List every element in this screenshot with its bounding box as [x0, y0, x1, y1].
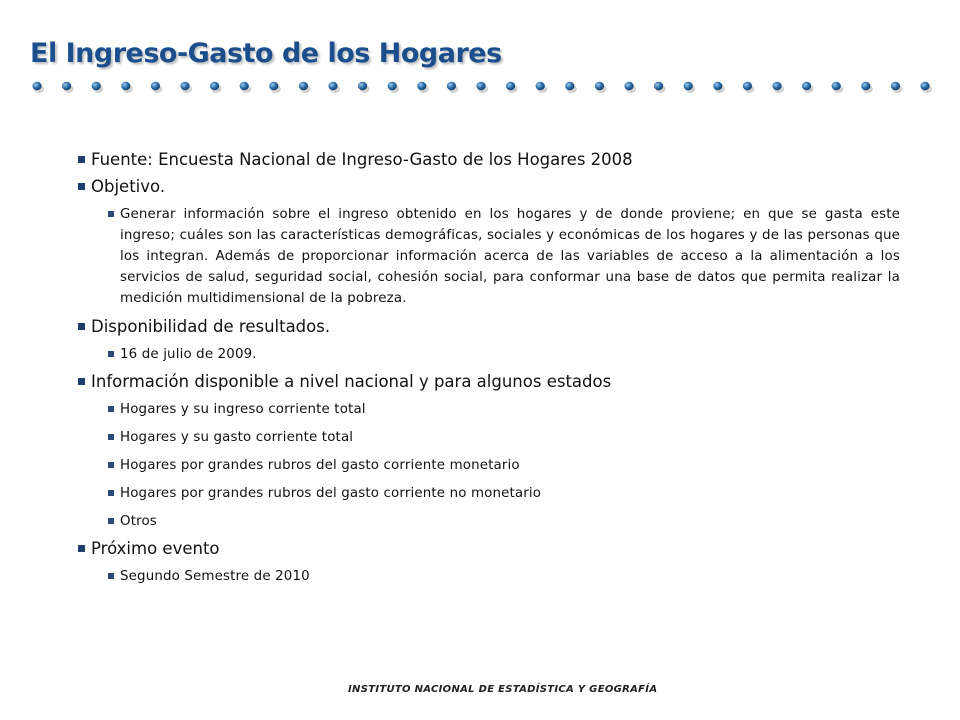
divider-dot: [506, 82, 515, 90]
divider-dot: [536, 82, 545, 90]
divider-dot: [861, 82, 870, 90]
bullet-results-availability: Disponibilidad de resultados.: [78, 317, 900, 337]
divider-dot: [684, 82, 693, 90]
info-item-non-monetary-expense: Hogares por grandes rubros del gasto corriente no monetario: [78, 483, 900, 504]
info-item-others: Otros: [78, 511, 900, 532]
next-event-date: Segundo Semestre de 2010: [78, 566, 900, 587]
divider-dot: [772, 82, 781, 90]
divider-dot: [62, 82, 71, 90]
divider-dot: [624, 82, 633, 90]
objective-description: Generar información sobre el ingreso obtenido en los hogares y de donde proviene; en que se gasta este ingreso; cuáles son las características demográficas, sociales y económicas de los hogares y de las personas que los integran. Además de proporcionar información acerca de las variables de acceso a la alimentación a los servicios de salud, seguridad social, cohesión social, para conformar una base de datos que permita realizar la medición multidimensional de la pobreza.: [78, 204, 900, 309]
bullet-objective: Objetivo.: [78, 177, 900, 197]
divider-dot: [417, 82, 426, 90]
bullet-source: Fuente: Encuesta Nacional de Ingreso-Gasto de los Hogares 2008: [78, 150, 900, 170]
divider-dot: [920, 82, 929, 90]
divider-dot: [121, 82, 130, 90]
divider-dot: [595, 82, 604, 90]
divider-dot: [891, 82, 900, 90]
divider-dot: [802, 82, 811, 90]
info-item-expense: Hogares y su gasto corriente total: [78, 427, 900, 448]
divider-dot: [32, 82, 41, 90]
divider-dot: [447, 82, 456, 90]
divider-dot: [388, 82, 397, 90]
divider-dot: [832, 82, 841, 90]
bullet-list: [78, 150, 900, 594]
info-item-income: Hogares y su ingreso corriente total: [78, 399, 900, 420]
info-item-monetary-expense: Hogares por grandes rubros del gasto corriente monetario: [78, 455, 900, 476]
divider-dot: [269, 82, 278, 90]
footer-institution: INSTITUTO NACIONAL DE ESTADÍSTICA Y GEOGRAFÍA: [348, 684, 658, 695]
divider-dot: [476, 82, 485, 90]
divider-dot: [299, 82, 308, 90]
divider-dot: [151, 82, 160, 90]
divider-dot: [654, 82, 663, 90]
divider-dot: [328, 82, 337, 90]
divider-dot: [180, 82, 189, 90]
divider-dot: [565, 82, 574, 90]
divider-dot: [358, 82, 367, 90]
divider-dot: [743, 82, 752, 90]
divider-dot: [240, 82, 249, 90]
bullet-available-information: Información disponible a nivel nacional y para algunos estados: [78, 372, 900, 392]
slide-title: El Ingreso-Gasto de los Hogares: [30, 38, 502, 69]
results-date: 16 de julio de 2009.: [78, 344, 900, 365]
divider-dot: [210, 82, 219, 90]
dotted-divider: [28, 74, 933, 98]
divider-dot: [92, 82, 101, 90]
bullet-next-event: Próximo evento: [78, 539, 900, 559]
divider-dot: [713, 82, 722, 90]
